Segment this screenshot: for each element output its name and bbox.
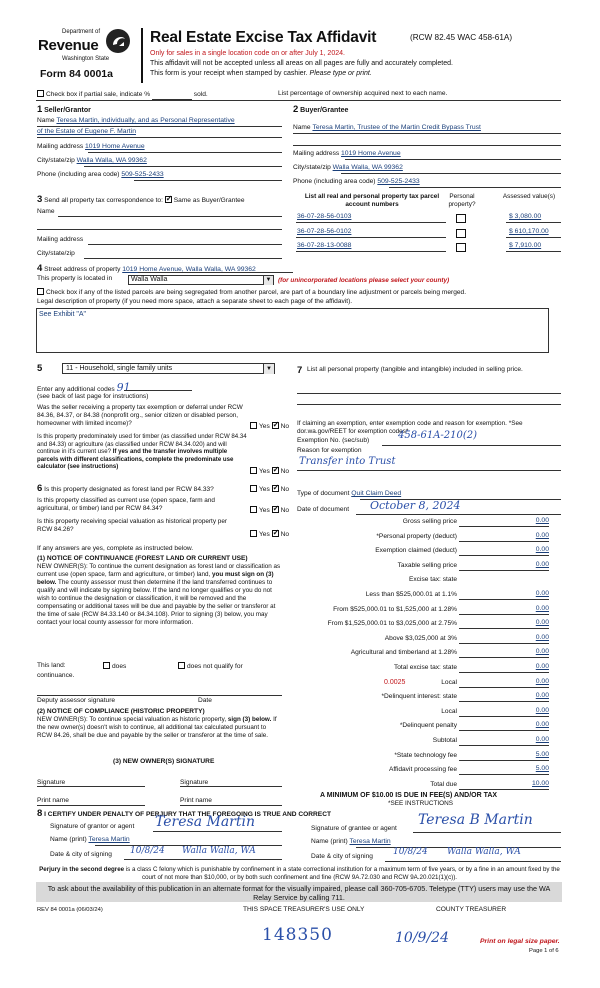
sec5-q1-no[interactable]	[272, 422, 279, 429]
calc-label: From $525,000.01 to $1,525,000 at 1.28%	[333, 606, 457, 613]
grantor-city[interactable]: Walla Walla, WA	[182, 846, 256, 856]
perjury-text: is a class C felony which is punishable by confinement in a state correctional institution for a maximum term of five years, or by a fine in an amount fixed by the court of not more than $10,000, or by both such confinement and fine (RCW 9A.72.030 and RCW 9A.20.021(1)(c)).	[125, 866, 560, 881]
seller-name-label: Name	[37, 117, 55, 124]
assessed-value[interactable]: $ 610,170.00	[509, 228, 549, 235]
calc-value[interactable]: 5.00	[535, 751, 549, 758]
seller-heading	[37, 104, 91, 116]
calc-value[interactable]: 10.00	[531, 780, 549, 787]
segregated-label: Check box if any of the listed parcels are being segregated from another parcel, are part of a boundary line adjustment or parcels being merged.	[46, 289, 467, 296]
assessed-col-header: Assessed value(s)	[502, 193, 556, 200]
calc-value[interactable]: 0.00	[535, 663, 549, 670]
buyer-phone-label: Phone (including area code)	[293, 178, 376, 185]
buyer-phone-row	[293, 178, 420, 186]
sec4-num: 4	[37, 263, 43, 274]
reason-label: Reason for exemption	[297, 447, 362, 454]
header-line-1: Only for sales in a single location code on or after July 1, 2024.	[150, 50, 345, 57]
sec6-q1: Is this property designated as forest land per RCW 84.33?	[44, 486, 214, 493]
sec5-q1: Was the seller receiving a property tax exemption or deferral under RCW 84.36, 84.37, or 84.38 (nonprofit org., senior citizen or disabled person, homeowner with limited income)?	[37, 404, 243, 427]
calc-label: Taxable selling price	[397, 562, 457, 569]
buyer-phone[interactable]: 509-525-2433	[377, 178, 420, 185]
seller-city-label: City/state/zip	[37, 157, 75, 164]
form-title: Real Estate Excise Tax Affidavit	[150, 29, 377, 46]
c3-print-label-1: Print name	[37, 797, 69, 804]
accessible-text: To ask about the availability of this publication in an alternate format for the visually impaired, please call 360-705-6705. Teletype (TTY) users may use the WA Relay Service by calling 711.	[47, 884, 551, 902]
see-back: (see back of last page for instructions)	[37, 393, 149, 400]
grantor-date[interactable]: 10/8/24	[130, 846, 165, 856]
sec3-text: Send all property tax correspondence to:	[44, 197, 163, 204]
seller-heading-text: Seller/Grantor	[44, 107, 91, 114]
sec3-num: 3	[37, 194, 43, 205]
buyer-num: 2	[293, 104, 299, 115]
sec5-q2-yes[interactable]	[250, 467, 257, 474]
seller-name-2[interactable]: of the Estate of Eugene F. Martin	[37, 128, 136, 135]
sec6-c3-title: (3) NEW OWNER(S) SIGNATURE	[113, 758, 215, 765]
seller-mail-label: Mailing address	[37, 143, 84, 150]
no-label: No	[280, 468, 290, 475]
calc-value[interactable]: 0.00	[535, 692, 549, 699]
buyer-mail-label: Mailing address	[293, 150, 340, 157]
calc-value[interactable]: 0.00	[535, 736, 549, 743]
sec6-q2: Is this property classified as current use (open space, farm and agricultural, or timber) land per RCW 84.34?	[37, 497, 215, 512]
sec6-q2-yes[interactable]	[250, 506, 257, 513]
calc-label: Local	[441, 679, 457, 686]
sec6-q1-yesno	[250, 485, 289, 494]
yes-label: Yes	[259, 507, 270, 514]
sec8-num: 8	[37, 808, 43, 819]
legal-description: See Exhibit "A"	[39, 311, 86, 318]
calc-value[interactable]: 0.00	[535, 678, 549, 685]
sec6-c2-title: (2) NOTICE OF COMPLIANCE (HISTORIC PROPERTY)	[37, 708, 205, 715]
perjury-bold: Perjury in the second degree	[39, 866, 125, 873]
seller-mail[interactable]: 1019 Home Avenue	[85, 143, 145, 150]
calc-label: Excise tax: state	[408, 576, 457, 583]
does-option	[103, 662, 126, 671]
header-line-2: This affidavit will not be accepted unless all areas on all pages are fully and accurately completed.	[150, 60, 453, 67]
sec5-q2-bold: If yes and the transfer involves multiple parcels with different classifications, complete the predominate use calculator (see instructions)	[37, 448, 234, 471]
sec6-c2-body	[37, 716, 282, 740]
sec5-q1-yes[interactable]	[250, 422, 257, 429]
sec3-heading	[37, 194, 245, 206]
header-line-3-em: Please type or print.	[309, 70, 372, 77]
sec3-name-label: Name	[37, 208, 55, 215]
grantee-date[interactable]: 10/8/24	[393, 847, 428, 857]
partial-sale-checkbox[interactable]	[37, 90, 44, 97]
calc-label: Total excise tax: state	[393, 664, 457, 671]
sec7-heading	[297, 365, 302, 377]
no-label: No	[280, 507, 290, 514]
form-rcw: (RCW 82.45 WAC 458-61A)	[410, 33, 513, 42]
calc-label: Affidavit processing fee	[388, 766, 457, 773]
personal-property-checkbox[interactable]	[456, 214, 466, 223]
yes-label: Yes	[259, 468, 270, 475]
header-line-3-text: This form is your receipt when stamped by cashier.	[150, 70, 308, 77]
sec6-c1-title: (1) NOTICE OF CONTINUANCE (FOREST LAND OR CURRENT USE)	[37, 555, 248, 562]
does-checkbox[interactable]	[103, 662, 110, 669]
calc-value[interactable]: 0.00	[535, 619, 549, 626]
sec6-c1-body	[37, 563, 282, 627]
yes-label: Yes	[259, 486, 270, 493]
calc-value[interactable]: 0.00	[535, 546, 549, 553]
use-code-select[interactable]	[62, 363, 275, 374]
grantor-date-label: Date & city of signing	[50, 851, 112, 858]
seller-name-1[interactable]: Teresa Martin, individually, and as Personal Representative	[56, 117, 235, 124]
sec6-if-yes: If any answers are yes, complete as instructed below.	[37, 545, 194, 552]
calc-label: Above $3,025,000 at 3%	[384, 635, 457, 642]
perjury-notice	[37, 866, 562, 882]
calc-label: *State technology fee	[394, 752, 457, 759]
treasurer-use: THIS SPACE TREASURER'S USE ONLY	[243, 906, 365, 913]
ownership-note: List percentage of ownership acquired next to each name.	[278, 90, 448, 97]
seller-phone-label: Phone (including area code)	[37, 171, 120, 178]
use-code-value: 11 - Household, single family units	[66, 365, 173, 372]
seller-num: 1	[37, 104, 43, 115]
continuance: continuance.	[37, 672, 75, 679]
sec5-q2-text: Is this property predominately used for timber (as classified under RCW 84.34 and 84.33) or agriculture (as classified under RCW 84.34.020) and will continue in it's current use?	[37, 433, 247, 456]
dor-state: Washington State	[62, 56, 110, 62]
grantor-signature[interactable]: Teresa Martin	[155, 814, 255, 830]
sec3-city-label: City/state/zip	[37, 250, 75, 257]
grantee-name-row	[311, 838, 391, 846]
does-not-label: does not qualify for	[187, 663, 243, 670]
legal-label: Legal description of property (if you need more space, attach a separate sheet to each page of the affidavit).	[37, 298, 353, 305]
seller-mail-row	[37, 143, 145, 151]
calc-label: Agricultural and timberland at 1.28%	[350, 649, 457, 656]
sec4-located-label: This property is located in	[37, 275, 113, 282]
accessible-banner	[36, 882, 562, 902]
grantor-sig-label: Signature of grantor or agent	[50, 823, 135, 830]
this-land-row	[37, 662, 66, 670]
calc-label: Local	[441, 708, 457, 715]
this-land-label: This land:	[37, 662, 66, 669]
page-number: Page 1 of 6	[529, 948, 559, 954]
addl-codes-label: Enter any additional codes	[37, 386, 115, 393]
partial-sale-pct[interactable]	[152, 91, 192, 100]
addl-codes[interactable]: 91	[116, 381, 131, 394]
partial-sale-label: Check box if partial sale, indicate %	[46, 91, 151, 98]
legal-description-box[interactable]	[36, 308, 549, 353]
rev-number: REV 84 0001a (06/03/24)	[37, 907, 103, 913]
county-treasurer: COUNTY TREASURER	[436, 906, 507, 913]
does-not-checkbox[interactable]	[178, 662, 185, 669]
calc-value[interactable]: 5.00	[535, 765, 549, 772]
buyer-city-label: City/state/zip	[293, 164, 331, 171]
c3-sig-label-2: Signature	[180, 779, 209, 786]
calc-value[interactable]: 0.00	[535, 648, 549, 655]
deputy-sig-label: Deputy assessor signature	[37, 697, 116, 704]
exempt-text: If claiming an exemption, enter exemption code and reason for exemption. *See dor.wa.gov/REET for exemption codes*	[297, 420, 523, 435]
calc-value[interactable]: 0.00	[535, 517, 549, 524]
c1-body-c: The county assessor must then determine if the land transferred continues to qualify and will indicate by signing below. If the land no longer qualifies or you do not wish to continue the designation or classification, it will be removed and the compensating or additional taxes will be due and payable by the seller or transferor at the time of sale (RCW 84.33.140 or 84.34.108). Prior to signing (3) below, you may contact your local county assessor for more information.	[37, 579, 276, 627]
c2-body-c: If the new owner(s) doesn't wish to continue, all additional tax calculated pursuant to RCW 84.26, shall be due and payable by the seller or transferor at the time of sale.	[37, 716, 277, 740]
calc-value[interactable]: 0.00	[535, 561, 549, 568]
reason[interactable]: Transfer into Trust	[299, 456, 396, 467]
buyer-mail-row	[293, 150, 401, 158]
buyer-name-row	[293, 124, 481, 132]
calc-value[interactable]: 0.00	[535, 634, 549, 641]
deputy-date-label: Date	[198, 697, 212, 704]
sec6-q3-yesno	[250, 530, 289, 539]
grantee-date-label: Date & city of signing	[311, 853, 373, 860]
calc-value[interactable]: 0.00	[535, 532, 549, 539]
seller-city-row	[37, 157, 147, 165]
sec5-q2-yesno	[250, 467, 289, 476]
c1-body-b: you must sign on (3) below.	[37, 571, 274, 587]
dor-dept-of: Department of	[62, 29, 101, 35]
sec5-q2-no[interactable]	[272, 467, 279, 474]
grantee-signature[interactable]: Teresa B Martin	[418, 812, 533, 828]
yes-label: Yes	[259, 423, 270, 430]
sec5-q2	[37, 433, 249, 471]
buyer-name-label: Name	[293, 124, 311, 131]
seller-name-row	[37, 117, 235, 125]
personal-col-header: Personal property?	[448, 193, 476, 208]
stamp-number: 148350	[262, 925, 333, 945]
buyer-mail[interactable]: 1019 Home Avenue	[341, 150, 401, 157]
chevron-down-icon: ▼	[263, 364, 274, 374]
parcel-col-header: List all real and personal property tax parcel account numbers	[304, 193, 440, 208]
no-label: No	[280, 423, 290, 430]
segregated-checkbox[interactable]	[37, 288, 44, 295]
no-label: No	[280, 486, 290, 493]
doc-date-label: Date of document	[297, 506, 350, 513]
exempt-no-row	[297, 437, 369, 445]
calc-label: Gross selling price	[402, 518, 457, 525]
c3-sig-label-1: Signature	[37, 779, 66, 786]
chevron-down-icon: ▼	[263, 276, 273, 285]
grantee-city[interactable]: Walla Walla, WA	[447, 847, 521, 857]
buyer-heading-text: Buyer/Grantee	[300, 107, 349, 114]
parcel-number[interactable]: 36-07-28-56-0102	[297, 228, 352, 235]
buyer-city-row	[293, 164, 403, 172]
sec3-mail-label: Mailing address	[37, 236, 84, 243]
does-not-option	[178, 662, 243, 671]
partial-sale-sold: sold.	[193, 91, 208, 98]
exempt-no-label: Exemption No. (sec/sub)	[297, 437, 370, 444]
sec6-q3-no[interactable]	[272, 530, 279, 537]
parcel-number[interactable]: 36-07-28-13-0088	[297, 242, 352, 249]
assessed-value[interactable]: $ 3,080.00	[509, 213, 542, 220]
seller-city[interactable]: Walla Walla, WA 99362	[76, 157, 147, 164]
parcel-number[interactable]: 36-07-28-56-0103	[297, 213, 352, 220]
unincorp-note: (for unincorporated locations please select your county)	[278, 277, 450, 284]
calc-label: Total due	[430, 781, 457, 788]
same-as-buyer-label: Same as Buyer/Grantee	[173, 197, 245, 204]
grantor-name[interactable]: Teresa Martin	[88, 836, 130, 843]
sec6-q2-yesno	[250, 506, 289, 515]
dor-logo	[38, 27, 133, 85]
header-divider	[141, 28, 143, 83]
grantor-name-label: Name (print)	[50, 836, 87, 843]
sec5-num: 5	[37, 363, 43, 374]
segregated-row	[37, 288, 466, 297]
sec7-num: 7	[297, 365, 303, 376]
calc-value[interactable]: 0.00	[535, 590, 549, 597]
grantee-name-label: Name (print)	[311, 838, 348, 845]
calc-value[interactable]: 0.00	[535, 721, 549, 728]
print-legal: Print on legal size paper.	[480, 938, 560, 945]
c2-body-b: sign (3) below.	[227, 716, 272, 723]
doc-type[interactable]: Quit Claim Deed	[351, 490, 402, 497]
calc-label: *Personal property (deduct)	[376, 533, 457, 540]
personal-property-checkbox[interactable]	[456, 229, 466, 238]
sec6-q2-no[interactable]	[272, 506, 279, 513]
sec7-text: List all personal property (tangible and intangible) included in selling price.	[307, 366, 523, 373]
does-label: does	[112, 663, 127, 670]
sec4-street-row	[37, 263, 256, 275]
same-as-buyer-checkbox[interactable]	[165, 196, 172, 203]
header-line-3	[150, 70, 372, 79]
location-select[interactable]	[128, 275, 274, 285]
yes-label: Yes	[259, 531, 270, 538]
c2-body-a: NEW OWNER(S): To continue special valuation as historic property,	[37, 716, 227, 723]
no-label: No	[280, 531, 290, 538]
see-instructions: *SEE INSTRUCTIONS	[388, 800, 453, 807]
c1-body-a: NEW OWNER(S): To continue the current designation as forest land or classification as current use (open space, farm and agriculture, or timber) land,	[37, 563, 281, 579]
calc-label: *Delinquent penalty	[399, 722, 457, 729]
buyer-heading	[293, 104, 348, 116]
local-rate: 0.0025	[384, 679, 406, 686]
sec4-street[interactable]: 1019 Home Avenue, Walla Walla, WA 99362	[122, 266, 256, 273]
sec5-q1-yesno	[250, 422, 289, 431]
calc-label: *Delinquent interest: state	[381, 693, 457, 700]
calc-value[interactable]: 0.00	[535, 707, 549, 714]
seller-phone-row	[37, 171, 164, 179]
sec6-q3-yes[interactable]	[250, 530, 257, 537]
calc-value[interactable]: 0.00	[535, 605, 549, 612]
c3-print-label-2: Print name	[180, 797, 212, 804]
grantor-name-row	[50, 836, 130, 844]
sec8-certify-text: I CERTIFY UNDER PENALTY OF PERJURY THAT THE FOREGOING IS TRUE AND CORRECT	[44, 811, 331, 818]
sec6-q1-row	[37, 483, 214, 495]
grantee-name[interactable]: Teresa Martin	[349, 838, 391, 845]
doc-type-row	[297, 490, 401, 498]
partial-sale-row	[37, 90, 208, 100]
location-select-value: Walla Walla	[131, 276, 168, 283]
sec6-q1-yes[interactable]	[250, 485, 257, 492]
calc-label: From $1,525,000.01 to $3,025,000 at 2.75%	[327, 620, 457, 627]
buyer-name[interactable]: Teresa Martin, Trustee of the Martin Credit Bypass Trust	[312, 124, 481, 131]
doc-type-label: Type of document	[297, 490, 350, 497]
calc-label: Less than $525,000.01 at 1.1%	[365, 591, 457, 598]
sec6-num: 6	[37, 483, 43, 494]
calc-label: Exemption claimed (deduct)	[375, 547, 457, 554]
sec4-street-label: Street address of property	[44, 266, 121, 273]
buyer-city[interactable]: Walla Walla, WA 99362	[332, 164, 403, 171]
sec6-q1-no[interactable]	[272, 485, 279, 492]
form-number: Form 84 0001a	[40, 68, 113, 80]
minimum-due: A MINIMUM OF $10.00 IS DUE IN FEE(S) AND/OR TAX	[320, 792, 498, 799]
calc-label: Subtotal	[432, 737, 457, 744]
sec4-located-row	[37, 275, 112, 283]
exempt-no[interactable]: 458-61A-210(2)	[398, 430, 478, 441]
stamp-date: 10/9/24	[395, 930, 449, 946]
dor-revenue: Revenue	[38, 37, 99, 54]
assessed-value[interactable]: $ 7,910.00	[509, 242, 542, 249]
personal-property-checkbox[interactable]	[456, 243, 466, 252]
grantee-sig-label: Signature of grantee or agent	[311, 825, 397, 832]
sec6-q3: Is this property receiving special valuation as historical property per RCW 84.26?	[37, 518, 228, 533]
wa-logo-icon	[104, 27, 132, 55]
seller-phone[interactable]: 509-525-2433	[121, 171, 164, 178]
doc-date[interactable]: October 8, 2024	[370, 499, 461, 512]
